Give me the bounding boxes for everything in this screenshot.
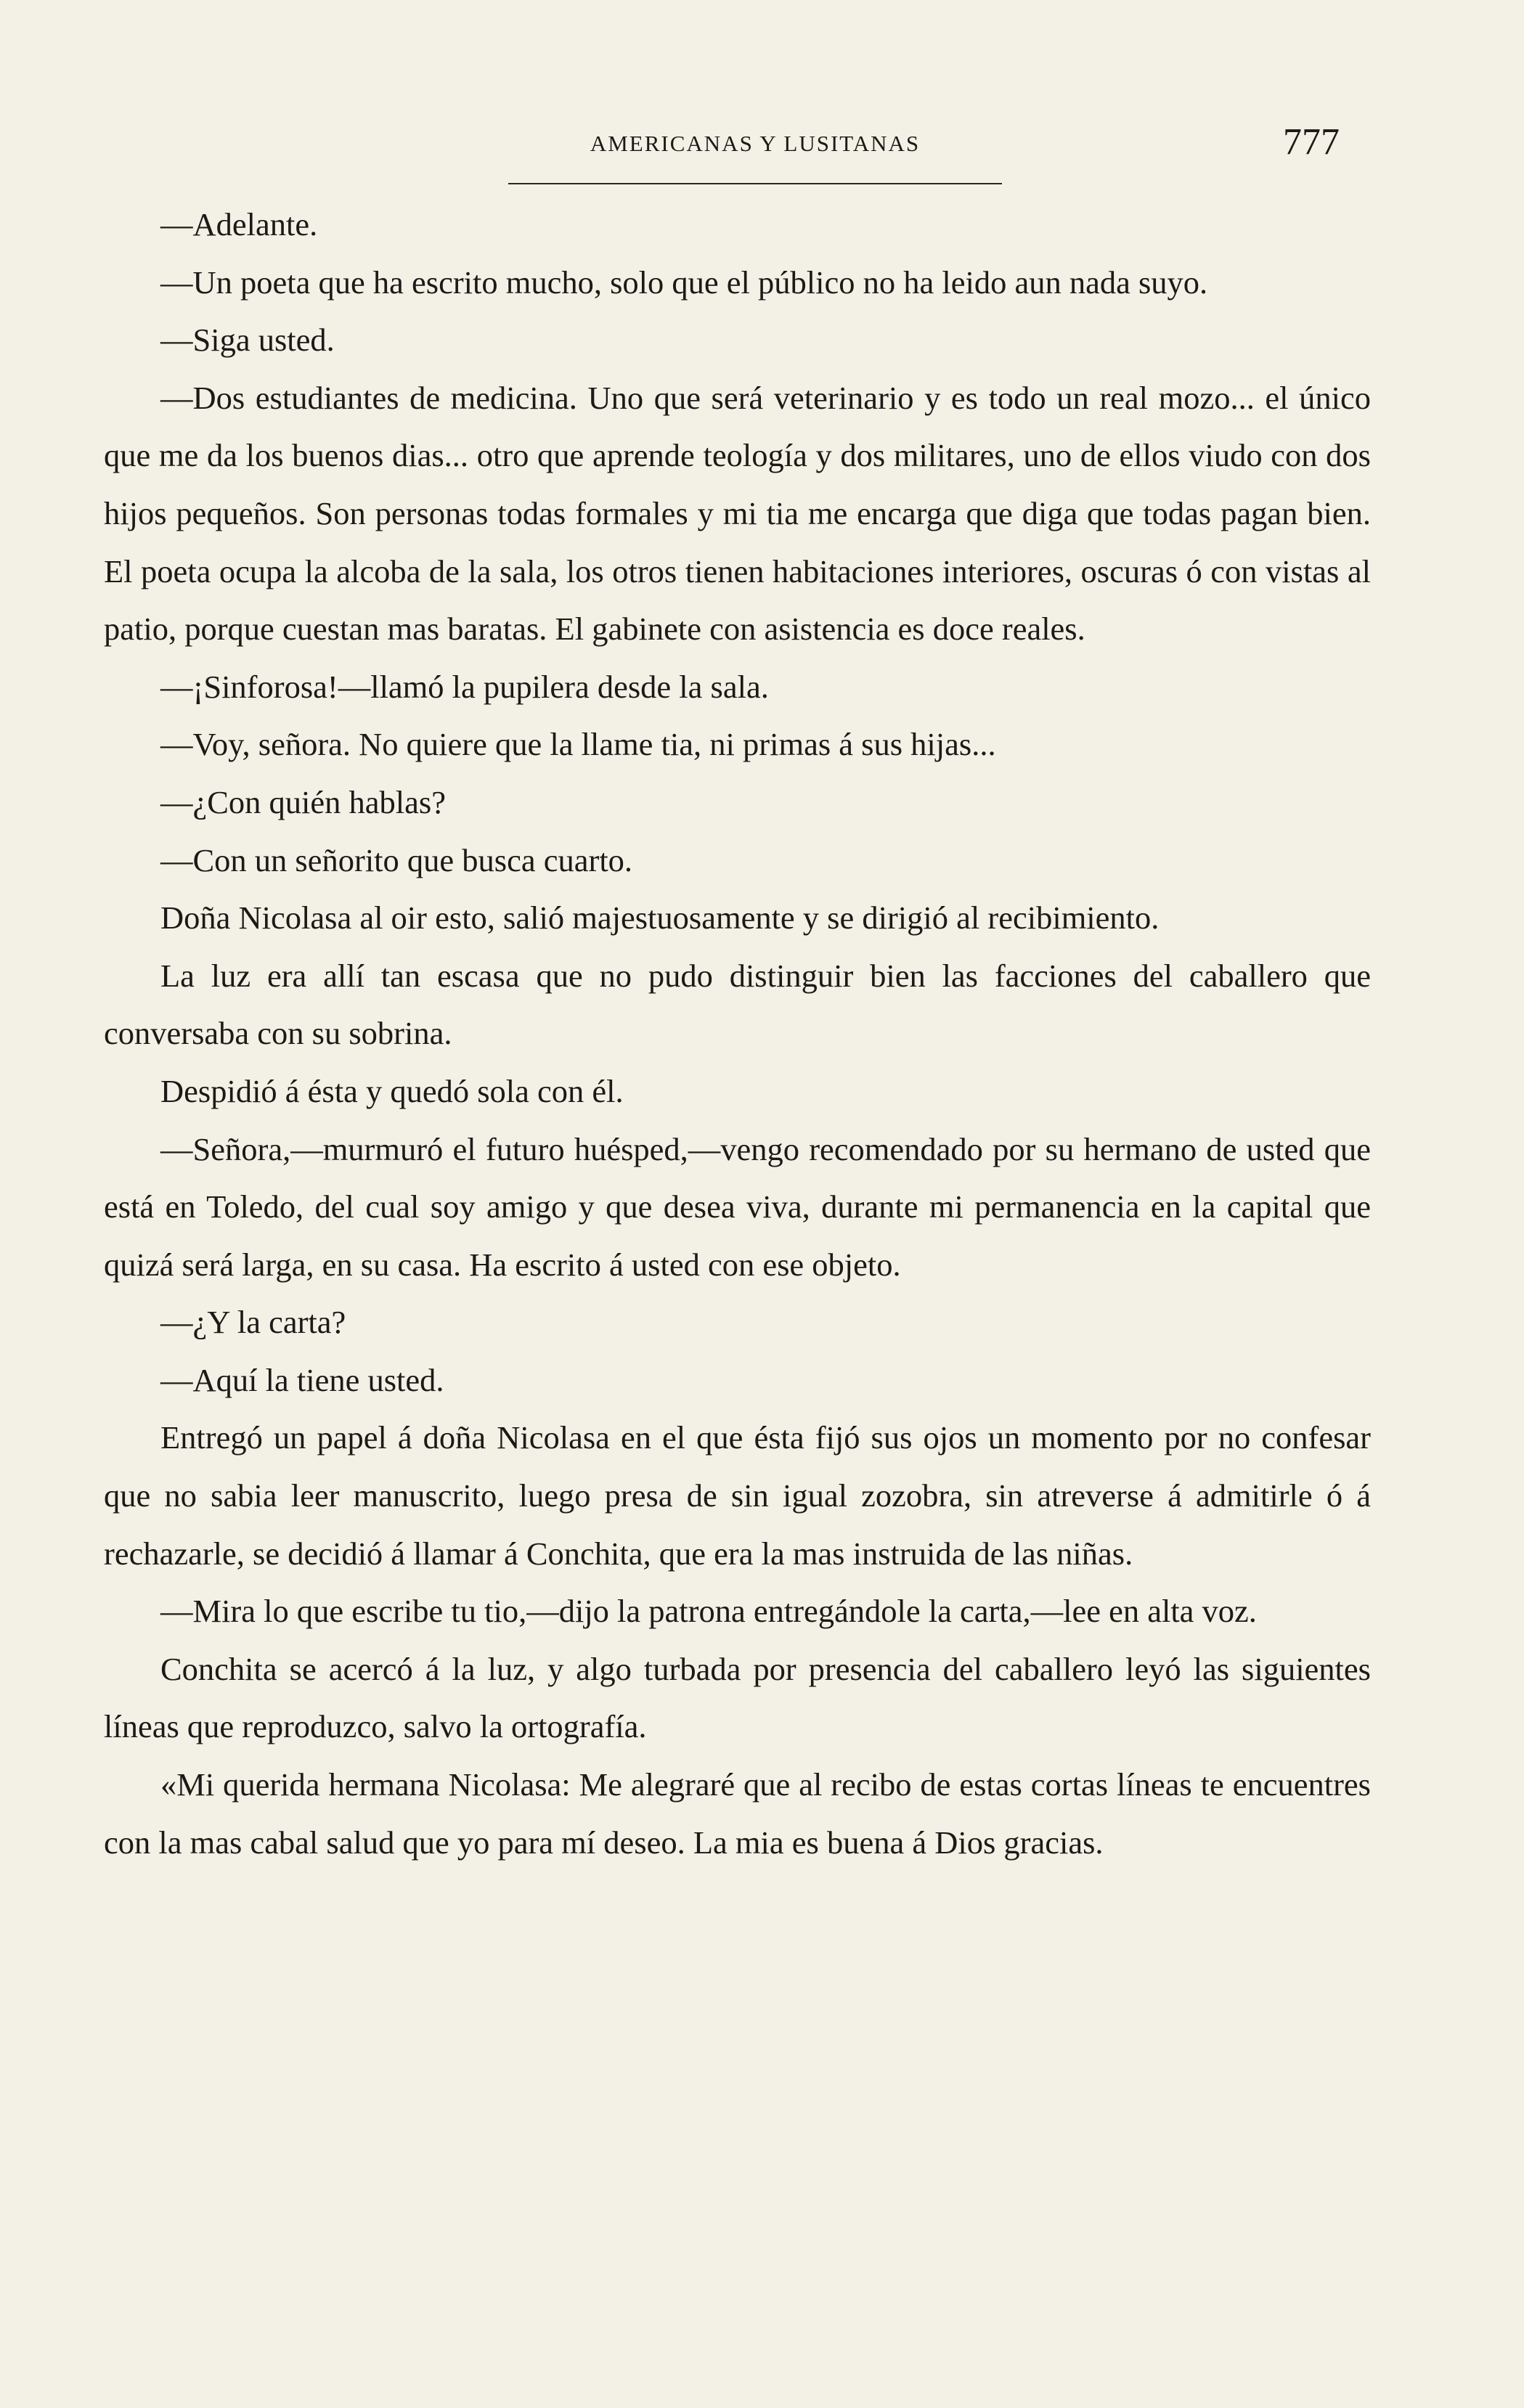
paragraph: Doña Nicolasa al oir esto, salió majestuosamente y se dirigió al recibimiento. — [160, 899, 1160, 936]
paragraph: —Dos estudiantes de medicina. Uno que será veterinario y es todo un real mozo... el único que me da los buenos dias... otro que aprende teología y dos militares, uno de ellos viudo con dos hijos pequeños. Son personas todas formales y mi tia me encarga que diga que todas pagan bien. El poeta ocupa la alcoba de la sala, los otros tienen habitaciones interiores, oscuras ó con vistas al patio, porque cuestan mas baratas. El gabinete con asistencia es doce reales. — [104, 379, 1371, 648]
paragraph: —Un poeta que ha escrito mucho, solo que el público no ha leido aun nada suyo. — [160, 264, 1208, 301]
paragraph: —Adelante. — [160, 206, 318, 242]
page-number: 777 — [1283, 121, 1340, 163]
paragraph: —¿Con quién hablas? — [160, 783, 446, 820]
paragraph: —Señora,—murmuró el futuro huésped,—vengo recomendado por su hermano de usted que está en Toledo, del cual soy amigo y que desea viva, durante mi permanencia en la capital que quizá será larga, en su casa. Ha escrito á usted con ese objeto. — [104, 1130, 1371, 1283]
paragraph: —Mira lo que escribe tu tio,—dijo la patrona entregándole la carta,—lee en alta voz. — [160, 1593, 1257, 1630]
header-rule — [508, 183, 1002, 184]
paragraph: Despidió á ésta y quedó sola con él. — [160, 1072, 624, 1109]
paragraph: —Voy, señora. No quiere que la llame tia, ni primas á sus hijas... — [160, 726, 996, 763]
running-head: AMERICANAS Y LUSITANAS — [590, 131, 921, 156]
paragraph: —Aquí la tiene usted. — [160, 1361, 444, 1398]
paragraph: —¿Y la carta? — [160, 1304, 346, 1341]
paragraph: Conchita se acercó á la luz, y algo turbada por presencia del caballero leyó las siguientes líneas que reproduzco, salvo la ortografía. — [104, 1650, 1371, 1745]
paragraph: —Siga usted. — [160, 322, 335, 359]
body-text — [104, 196, 1371, 1872]
paragraph: «Mi querida hermana Nicolasa: Me alegraré que al recibo de estas cortas líneas te encuentres con la mas cabal salud que yo para mí deseo. La mia es buena á Dios gracias. — [104, 1766, 1371, 1861]
paragraph: La luz era allí tan escasa que no pudo distinguir bien las facciones del caballero que conversaba con su sobrina. — [104, 957, 1371, 1052]
paragraph: —Con un señorito que busca cuarto. — [160, 841, 633, 878]
paragraph: —¡Sinforosa!—llamó la pupilera desde la sala. — [160, 668, 769, 705]
paragraph: Entregó un papel á doña Nicolasa en el que ésta fijó sus ojos un momento por no confesar que no sabia leer manuscrito, luego presa de sin igual zozobra, sin atreverse á admitirle ó á rechazarle, se decidió á llamar á Conchita, que era la mas instruida de las niñas. — [104, 1419, 1371, 1572]
